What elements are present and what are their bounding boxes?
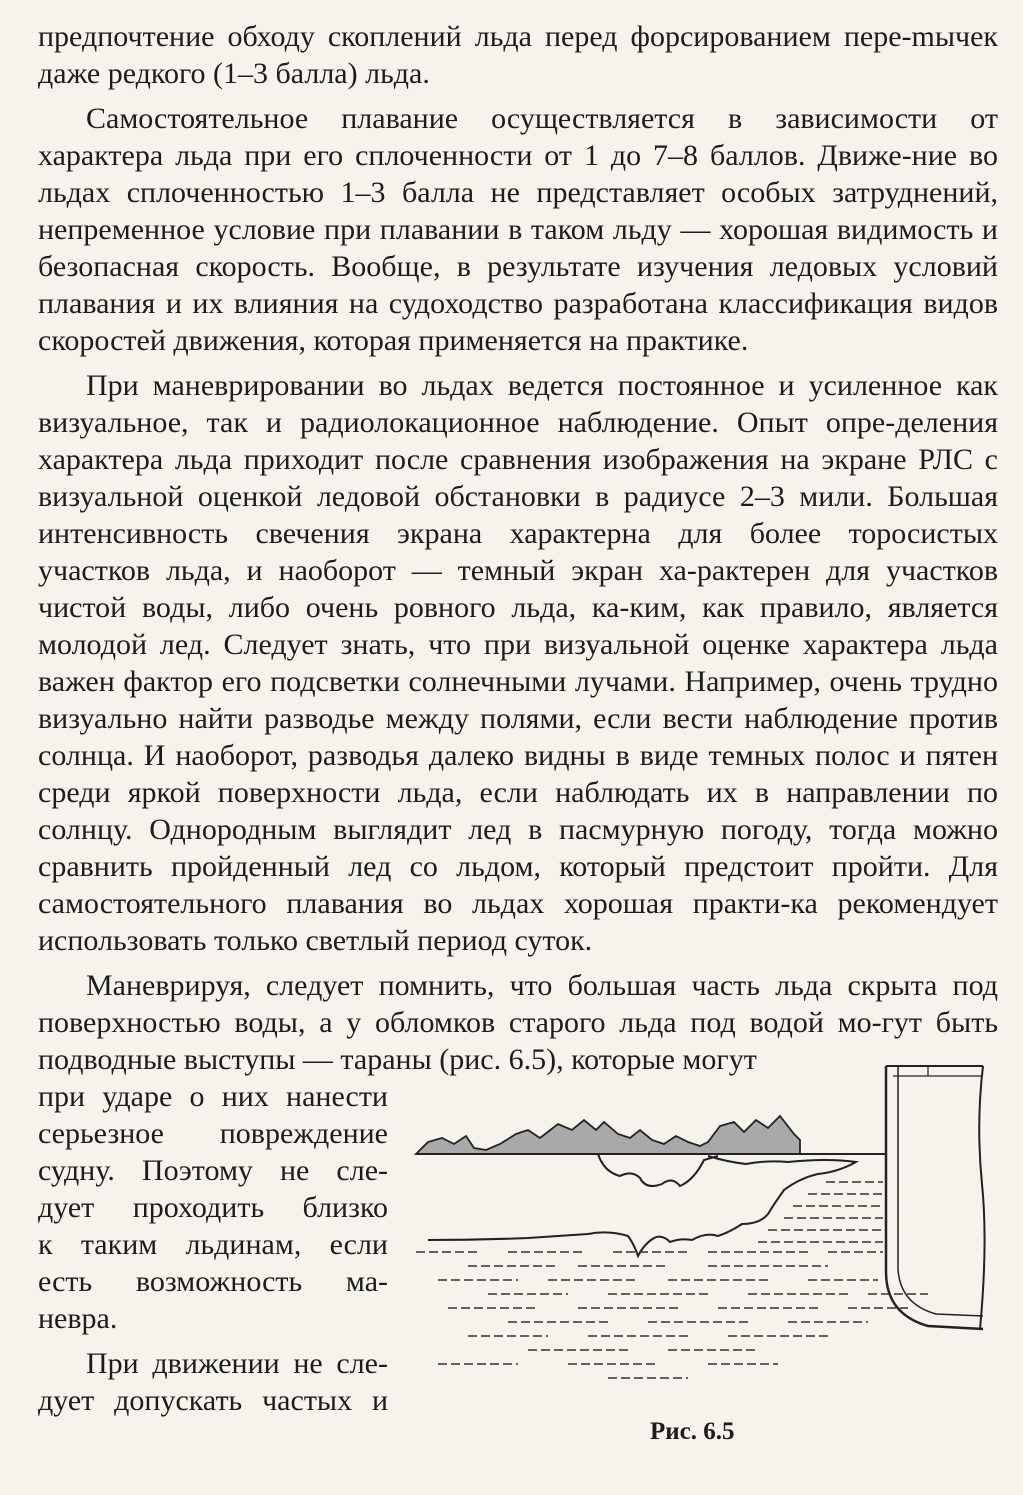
narrow-line: при ударе о них нанести (38, 1080, 388, 1113)
ship-deck-detail (893, 1066, 983, 1076)
paragraph-2: Самостоятельное плавание осуществляется в зависимости от характера льда при его сплоченности от 1 до 7–8 баллов. Движе-ние во льдах сплоченностью 1–3 балла не представляет особых затруднений, непременное условие при плавании в таком льду — хорошая видимость и безопасная скорость. Вообще, в результате изучения ледовых условий плавания и их влияния на судоходство разработана классификация видов скоростей движения, которая применяется на практике. (38, 102, 998, 357)
narrow-line: дует проходить близко (38, 1191, 388, 1224)
narrow-line: дует допускать частых и (38, 1384, 388, 1417)
narrow-text-column (38, 1078, 388, 1419)
narrow-line: серьезное повреждение (38, 1117, 388, 1150)
ice-hummocks (416, 1116, 800, 1154)
figure-ice-ram-diagram (408, 1064, 1008, 1424)
narrow-line: к таким льдинам, если (38, 1228, 388, 1261)
ship-stem (979, 1066, 984, 1329)
underwater-ice-outline (428, 1154, 856, 1256)
book-page (38, 18, 998, 1445)
narrow-line: невра. (38, 1302, 118, 1335)
water-dashes (416, 1182, 928, 1378)
ship-hull-inner (898, 1066, 983, 1316)
narrow-line: При движении не сле- (86, 1347, 388, 1380)
figure-caption: Рис. 6.5 (650, 1418, 735, 1445)
text-with-figure (38, 1078, 998, 1445)
paragraph-1: предпочтение обходу скоплений льда перед форсированием пере-mычек даже редкого (1–3 балла) льда. (38, 20, 998, 90)
paragraph-3: При маневрировании во льдах ведется постоянное и усиленное как визуальное, так и радиолокационное наблюдение. Опыт опре-деления характера льда приходит после сравнения изображения на экране РЛС с визуальной оценкой ледовой обстановки в радиусе 2–3 мили. Большая интенсивность свечения экрана характерна для более торосистых участков льда, и наоборот — темный экран ха-рактерен для участков чистой воды, либо очень ровного льда, ка-ким, как правило, является молодой лед. Следует знать, что при визуальной оценке характера льда важен фактор его подсветки солнечными лучами. Например, очень трудно визуально найти разводье между полями, если вести наблюдение против солнца. И наоборот, разводья далеко видны в виде темных полос и пятен среди яркой поверхности льда, если наблюдать их в направлении по солнцу. Однородным выглядит лед в пасмурную погоду, тогда можно сравнить пройденный лед со льдом, который предстоит пройти. Для самостоятельного плавания во льдах хорошая практи-ка рекомендует использовать только светлый период суток. (38, 369, 998, 957)
paragraph-4: Маневрируя, следует помнить, что большая часть льда скрыта под поверхностью воды, а у обломков старого льда под водой мо-гут быть подводные выступы — тараны (рис. 6.5), которые могут (38, 969, 998, 1076)
ship-hull (886, 1066, 983, 1329)
ice-ram-illustration (408, 1064, 1008, 1404)
narrow-line: судну. Поэтому не сле- (38, 1154, 388, 1187)
narrow-line: есть возможность ма- (38, 1265, 388, 1298)
